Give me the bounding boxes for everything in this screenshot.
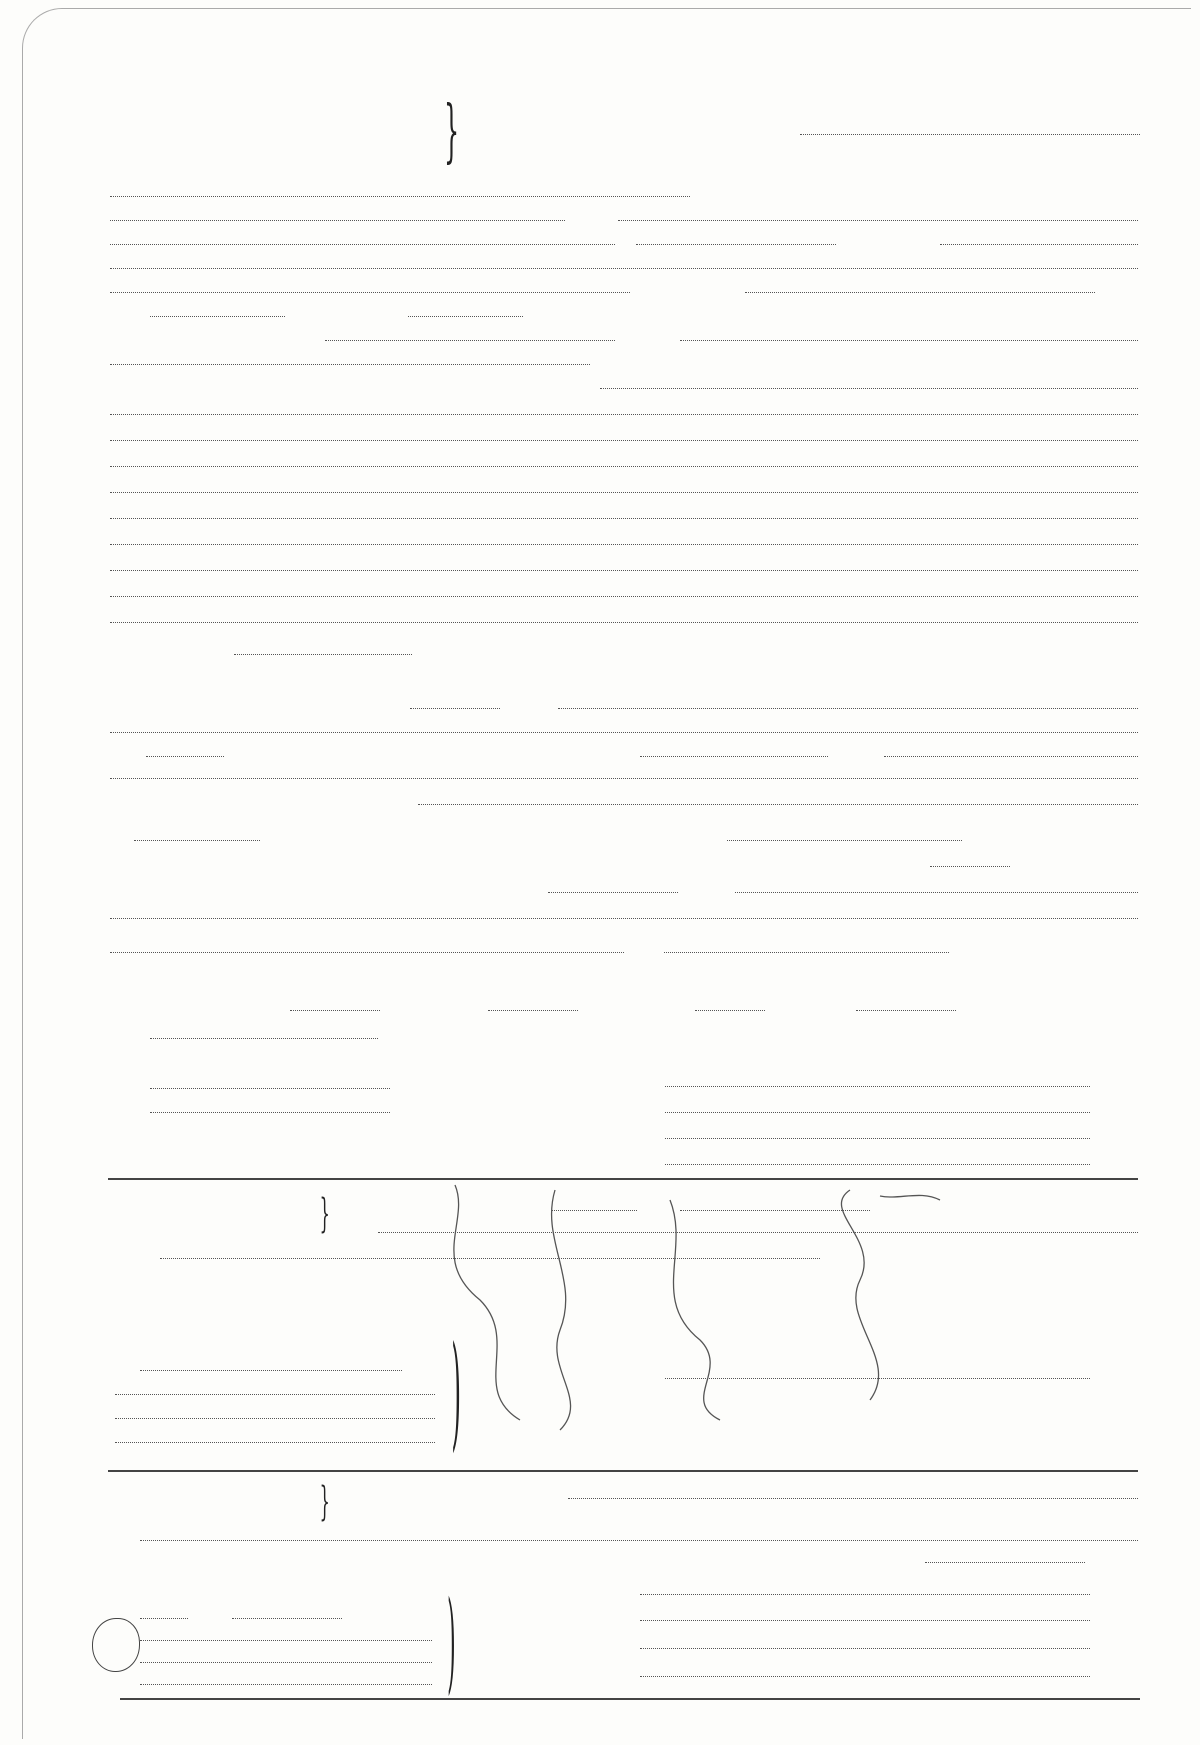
dower-seal-brace: ) xyxy=(451,1320,462,1464)
notary-seal-stamp xyxy=(92,1618,140,1672)
ack-brace: } xyxy=(319,1479,330,1525)
dower-brace: } xyxy=(319,1191,330,1237)
record-rule xyxy=(120,1698,1140,1700)
ack-rule xyxy=(108,1470,1138,1472)
ack-notary-brace: ) xyxy=(447,1577,456,1705)
header-brace: } xyxy=(444,92,460,171)
